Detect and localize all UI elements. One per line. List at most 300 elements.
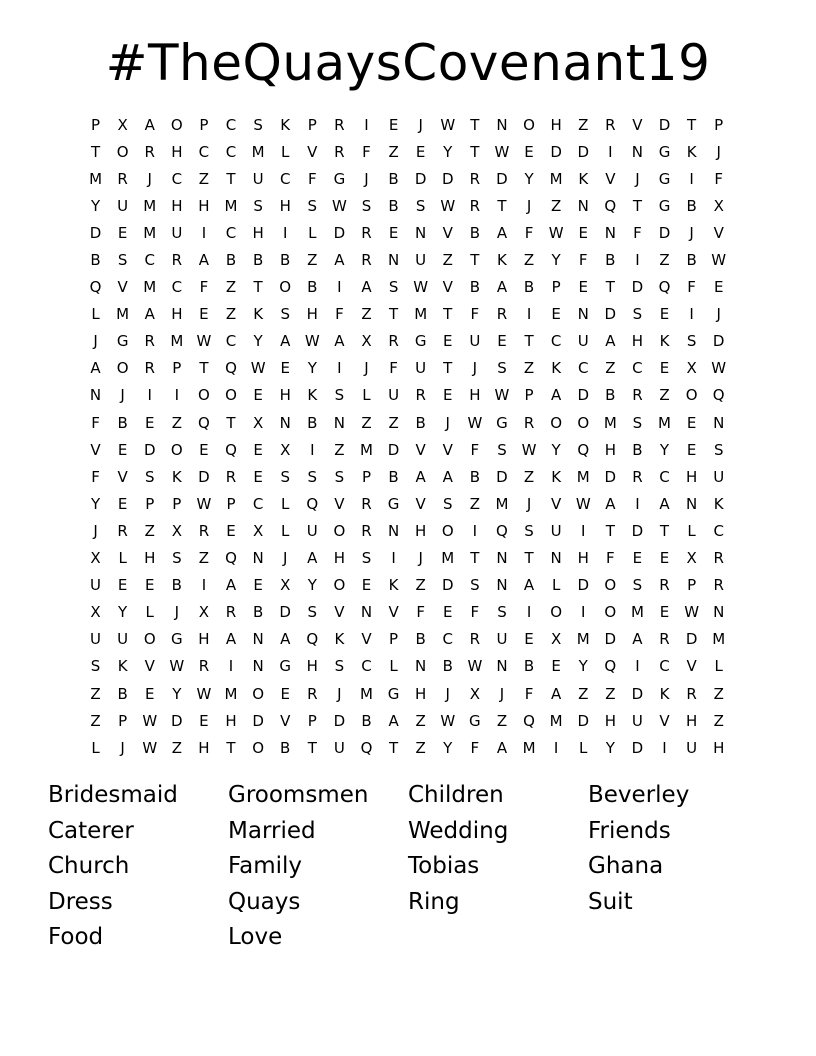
- grid-letter: Z: [144, 521, 155, 540]
- grid-letter: H: [713, 738, 725, 757]
- grid-letter: S: [334, 657, 345, 676]
- grid-letter: L: [389, 657, 398, 676]
- grid-letter: T: [659, 521, 670, 540]
- grid-letter: Q: [577, 440, 590, 459]
- grid-letter: K: [171, 467, 182, 486]
- grid-letter: X: [280, 576, 291, 595]
- grid-letter: M: [658, 413, 671, 432]
- grid-letter: T: [470, 549, 480, 568]
- grid-letter: U: [117, 196, 129, 215]
- grid-letter: M: [522, 738, 536, 757]
- grid-letter: N: [360, 603, 373, 622]
- grid-letter: E: [415, 142, 426, 161]
- grid-letter: T: [497, 196, 507, 215]
- grid-letter: I: [553, 738, 559, 757]
- grid-letter: X: [90, 549, 101, 568]
- grid-letter: M: [360, 684, 373, 703]
- grid-letter: B: [225, 251, 237, 270]
- grid-letter: Q: [658, 278, 671, 297]
- grid-letter: Y: [90, 494, 101, 513]
- grid-letter: I: [364, 115, 369, 134]
- grid-letter: G: [658, 196, 671, 215]
- grid-letter: W: [575, 494, 591, 513]
- grid-letter: Z: [90, 684, 101, 703]
- grid-letter: Z: [551, 196, 562, 215]
- grid-letter: T: [443, 359, 453, 378]
- grid-letter: D: [712, 332, 725, 351]
- grid-letter: T: [90, 142, 101, 161]
- grid-letter: T: [388, 305, 399, 324]
- grid-letter: D: [387, 440, 400, 459]
- grid-letter: R: [632, 467, 643, 486]
- page-title: #TheQuaysCovenant19: [105, 34, 711, 92]
- grid-letter: J: [120, 738, 125, 757]
- grid-letter: D: [631, 278, 644, 297]
- grid-letter: C: [550, 332, 562, 351]
- grid-letter: J: [716, 142, 721, 161]
- grid-letter: Y: [443, 738, 453, 757]
- grid-letter: B: [280, 738, 291, 757]
- grid-letter: S: [497, 359, 507, 378]
- grid-letter: E: [199, 711, 209, 730]
- grid-letter: A: [415, 467, 426, 486]
- grid-letter: C: [198, 142, 210, 161]
- grid-letter: E: [388, 223, 399, 242]
- grid-letter: M: [143, 278, 157, 297]
- word-search-grid: [82, 111, 732, 761]
- grid-letter: M: [549, 169, 563, 188]
- grid-letter: U: [550, 521, 562, 540]
- grid-letter: B: [686, 196, 697, 215]
- grid-letter: I: [282, 223, 288, 242]
- grid-letter: F: [470, 440, 480, 459]
- grid-letter: S: [632, 576, 643, 595]
- word-list-item: Wedding: [408, 817, 509, 844]
- grid-letter: C: [659, 657, 670, 676]
- grid-letter: D: [414, 169, 427, 188]
- grid-letter: H: [685, 711, 698, 730]
- grid-letter: U: [415, 359, 427, 378]
- grid-letter: A: [605, 494, 616, 513]
- grid-letter: L: [145, 603, 154, 622]
- grid-letter: R: [361, 223, 372, 242]
- grid-letter: R: [307, 684, 318, 703]
- grid-letter: D: [658, 115, 671, 134]
- grid-letter: H: [577, 549, 589, 568]
- grid-letter: Q: [225, 440, 237, 459]
- grid-letter: E: [578, 223, 588, 242]
- grid-letter: E: [388, 115, 399, 134]
- grid-letter: E: [280, 359, 290, 378]
- grid-letter: R: [198, 657, 210, 676]
- grid-letter: I: [201, 576, 207, 595]
- grid-letter: A: [225, 576, 237, 595]
- grid-letter: E: [659, 603, 670, 622]
- grid-letter: Z: [388, 413, 399, 432]
- grid-letter: Y: [605, 738, 615, 757]
- grid-letter: M: [143, 196, 157, 215]
- word-list-item: Dress: [48, 888, 113, 915]
- grid-letter: U: [469, 332, 481, 351]
- grid-letter: Z: [578, 115, 589, 134]
- grid-letter: D: [604, 630, 617, 649]
- grid-letter: C: [252, 494, 264, 513]
- grid-letter: V: [144, 657, 155, 676]
- grid-letter: L: [91, 305, 100, 324]
- grid-letter: U: [713, 467, 725, 486]
- word-list-item: Food: [48, 924, 104, 950]
- grid-letter: Z: [415, 711, 426, 730]
- grid-letter: T: [687, 115, 697, 134]
- grid-letter: S: [632, 305, 643, 324]
- grid-letter: S: [90, 657, 101, 676]
- grid-letter: S: [307, 603, 318, 622]
- grid-letter: B: [469, 467, 480, 486]
- grid-letter: D: [658, 223, 671, 242]
- grid-letter: Y: [443, 142, 453, 161]
- grid-letter: O: [116, 359, 129, 378]
- grid-letter: J: [499, 684, 505, 703]
- grid-letter: L: [308, 223, 317, 242]
- grid-letter: H: [198, 196, 210, 215]
- grid-letter: H: [171, 305, 183, 324]
- grid-letter: Z: [523, 467, 535, 486]
- grid-letter: Y: [551, 440, 561, 459]
- grid-letter: J: [174, 603, 180, 622]
- grid-letter: S: [172, 549, 182, 568]
- grid-letter: P: [145, 494, 155, 513]
- grid-letter: M: [712, 630, 726, 649]
- grid-letter: B: [117, 413, 128, 432]
- grid-letter: V: [686, 657, 697, 676]
- word-list: [48, 778, 768, 956]
- grid-letter: E: [551, 657, 561, 676]
- grid-letter: Z: [225, 305, 237, 324]
- grid-letter: M: [603, 413, 617, 432]
- grid-letter: A: [90, 359, 101, 378]
- grid-letter: K: [334, 630, 345, 649]
- grid-letter: N: [415, 657, 427, 676]
- grid-letter: B: [388, 196, 399, 215]
- grid-letter: S: [361, 549, 372, 568]
- grid-letter: S: [497, 440, 507, 459]
- grid-letter: A: [659, 494, 670, 513]
- grid-letter: F: [470, 603, 480, 622]
- grid-letter: F: [91, 467, 100, 486]
- grid-letter: N: [713, 603, 725, 622]
- grid-letter: S: [307, 467, 318, 486]
- grid-letter: D: [143, 440, 156, 459]
- grid-letter: U: [388, 386, 400, 405]
- grid-letter: N: [496, 576, 508, 595]
- grid-letter: Y: [253, 332, 263, 351]
- grid-letter: R: [415, 386, 426, 405]
- grid-letter: E: [253, 386, 263, 405]
- grid-letter: B: [252, 603, 264, 622]
- grid-letter: V: [415, 494, 426, 513]
- grid-letter: P: [714, 115, 724, 134]
- grid-letter: R: [632, 386, 643, 405]
- word-list-item: Church: [48, 853, 130, 879]
- grid-letter: V: [280, 711, 291, 730]
- grid-letter: O: [685, 386, 698, 405]
- grid-letter: P: [389, 630, 399, 649]
- grid-letter: S: [334, 467, 345, 486]
- grid-letter: E: [686, 440, 697, 459]
- grid-letter: O: [116, 142, 129, 161]
- grid-letter: U: [252, 169, 264, 188]
- grid-letter: H: [550, 115, 562, 134]
- grid-letter: V: [551, 494, 562, 513]
- grid-letter: Q: [360, 738, 373, 757]
- grid-letter: Q: [712, 386, 725, 405]
- grid-letter: T: [470, 142, 480, 161]
- grid-letter: R: [523, 413, 535, 432]
- grid-letter: E: [551, 305, 561, 324]
- grid-letter: Z: [361, 305, 372, 324]
- grid-letter: C: [632, 359, 643, 378]
- grid-letter: A: [551, 684, 562, 703]
- word-list-item: Beverley: [588, 782, 690, 808]
- grid-letter: G: [658, 142, 671, 161]
- word-list-item: Groomsmen: [228, 782, 369, 808]
- grid-letter: O: [252, 684, 265, 703]
- grid-letter: M: [549, 711, 563, 730]
- grid-letter: A: [144, 115, 155, 134]
- grid-letter: B: [605, 251, 616, 270]
- grid-letter: R: [225, 603, 237, 622]
- grid-letter: H: [225, 711, 237, 730]
- grid-letter: O: [170, 440, 183, 459]
- grid-letter: J: [364, 359, 369, 378]
- grid-letter: D: [604, 467, 617, 486]
- grid-letter: M: [224, 196, 238, 215]
- grid-letter: S: [280, 305, 290, 324]
- grid-letter: G: [414, 332, 427, 351]
- grid-letter: O: [604, 576, 617, 595]
- grid-letter: D: [496, 467, 508, 486]
- grid-letter: W: [196, 332, 212, 351]
- grid-letter: C: [442, 630, 453, 649]
- grid-letter: N: [496, 657, 508, 676]
- grid-letter: Y: [578, 657, 588, 676]
- grid-letter: U: [90, 576, 102, 595]
- grid-letter: W: [331, 196, 347, 215]
- grid-letter: A: [334, 332, 345, 351]
- grid-letter: I: [689, 169, 694, 188]
- grid-letter: T: [605, 521, 615, 540]
- grid-letter: P: [307, 711, 317, 730]
- grid-letter: B: [469, 278, 480, 297]
- grid-letter: F: [199, 278, 209, 297]
- grid-letter: H: [252, 223, 264, 242]
- grid-letter: L: [714, 657, 723, 676]
- grid-letter: W: [440, 115, 456, 134]
- grid-letter: A: [225, 630, 237, 649]
- grid-letter: A: [523, 576, 535, 595]
- grid-letter: V: [442, 440, 453, 459]
- grid-letter: E: [226, 521, 236, 540]
- grid-letter: R: [496, 305, 508, 324]
- grid-letter: R: [171, 251, 183, 270]
- grid-letter: H: [685, 467, 698, 486]
- grid-letter: N: [415, 223, 427, 242]
- grid-letter: J: [716, 305, 721, 324]
- grid-letter: D: [631, 738, 644, 757]
- grid-letter: I: [526, 603, 532, 622]
- grid-letter: H: [604, 440, 616, 459]
- grid-letter: R: [361, 494, 372, 513]
- grid-letter: I: [635, 251, 640, 270]
- grid-letter: P: [687, 576, 697, 595]
- grid-letter: H: [333, 549, 346, 568]
- grid-letter: C: [361, 657, 372, 676]
- grid-letter: H: [604, 711, 616, 730]
- grid-letter: L: [281, 521, 290, 540]
- grid-letter: Y: [172, 684, 182, 703]
- grid-letter: R: [659, 576, 670, 595]
- grid-letter: I: [472, 521, 478, 540]
- grid-letter: W: [467, 413, 483, 432]
- grid-letter: H: [198, 738, 210, 757]
- grid-letter: W: [196, 684, 212, 703]
- grid-letter: G: [496, 413, 508, 432]
- grid-letter: E: [524, 142, 534, 161]
- grid-letter: Z: [659, 386, 670, 405]
- grid-letter: S: [388, 278, 399, 297]
- grid-letter: Z: [90, 711, 101, 730]
- grid-letter: W: [711, 359, 727, 378]
- grid-letter: K: [253, 305, 264, 324]
- grid-letter: R: [144, 142, 155, 161]
- grid-letter: T: [226, 413, 236, 432]
- grid-letter: T: [226, 169, 236, 188]
- grid-letter: E: [117, 494, 128, 513]
- grid-letter: O: [333, 576, 346, 595]
- grid-letter: K: [578, 169, 589, 188]
- grid-letter: V: [117, 278, 128, 297]
- word-list-item: Ghana: [588, 853, 664, 879]
- grid-letter: A: [361, 278, 372, 297]
- grid-letter: N: [713, 413, 725, 432]
- grid-letter: O: [143, 630, 156, 649]
- grid-letter: M: [414, 305, 428, 324]
- grid-letter: D: [577, 142, 590, 161]
- grid-letter: Z: [605, 359, 616, 378]
- grid-letter: Q: [89, 278, 102, 297]
- grid-letter: O: [523, 115, 535, 134]
- grid-letter: E: [117, 576, 128, 595]
- grid-letter: C: [659, 467, 670, 486]
- grid-letter: O: [333, 521, 346, 540]
- grid-letter: R: [713, 549, 724, 568]
- grid-letter: O: [252, 738, 265, 757]
- grid-letter: J: [364, 169, 369, 188]
- grid-letter: M: [251, 142, 265, 161]
- grid-letter: F: [524, 223, 534, 242]
- grid-letter: V: [388, 603, 399, 622]
- grid-letter: Q: [225, 359, 237, 378]
- grid-letter: R: [117, 169, 128, 188]
- grid-letter: E: [686, 413, 697, 432]
- grid-letter: R: [469, 630, 481, 649]
- grid-letter: Z: [415, 576, 426, 595]
- grid-letter: F: [307, 169, 317, 188]
- grid-letter: X: [713, 196, 724, 215]
- grid-letter: S: [253, 115, 263, 134]
- grid-letter: K: [117, 657, 128, 676]
- grid-letter: U: [117, 630, 129, 649]
- grid-letter: J: [93, 332, 98, 351]
- grid-letter: I: [147, 386, 152, 405]
- grid-letter: M: [116, 305, 130, 324]
- grid-letter: A: [280, 630, 291, 649]
- grid-letter: U: [631, 711, 643, 730]
- grid-letter: Z: [225, 278, 237, 297]
- grid-letter: Y: [118, 603, 128, 622]
- grid-letter: P: [91, 115, 101, 134]
- grid-letter: I: [201, 223, 207, 242]
- word-list-item: [588, 920, 768, 956]
- grid-letter: N: [496, 549, 508, 568]
- grid-letter: V: [605, 169, 616, 188]
- grid-letter: D: [252, 711, 264, 730]
- grid-letter: G: [279, 657, 292, 676]
- grid-letter: R: [361, 251, 372, 270]
- grid-letter: M: [441, 549, 455, 568]
- grid-letter: J: [526, 196, 532, 215]
- grid-letter: Z: [605, 684, 616, 703]
- grid-letter: W: [304, 332, 320, 351]
- grid-letter: X: [90, 603, 101, 622]
- grid-letter: E: [659, 359, 670, 378]
- grid-letter: O: [225, 386, 237, 405]
- grid-letter: G: [387, 494, 400, 513]
- grid-letter: R: [686, 684, 697, 703]
- grid-letter: E: [253, 440, 263, 459]
- grid-letter: M: [576, 467, 590, 486]
- grid-letter: W: [142, 711, 158, 730]
- grid-letter: H: [279, 196, 291, 215]
- grid-letter: I: [337, 359, 342, 378]
- grid-letter: G: [171, 630, 183, 649]
- grid-letter: R: [144, 332, 155, 351]
- grid-letter: W: [440, 196, 456, 215]
- grid-letter: U: [686, 738, 698, 757]
- grid-letter: V: [442, 278, 453, 297]
- grid-letter: U: [577, 332, 589, 351]
- word-list-item: Tobias: [408, 853, 480, 879]
- grid-letter: E: [524, 630, 534, 649]
- grid-letter: T: [524, 332, 534, 351]
- grid-letter: N: [550, 549, 562, 568]
- grid-letter: J: [472, 359, 478, 378]
- grid-letter: X: [551, 630, 562, 649]
- grid-letter: R: [117, 521, 128, 540]
- grid-letter: N: [279, 413, 291, 432]
- grid-letter: I: [635, 494, 640, 513]
- grid-letter: M: [495, 494, 509, 513]
- grid-letter: J: [418, 115, 423, 134]
- grid-letter: N: [387, 251, 400, 270]
- grid-letter: U: [171, 223, 183, 242]
- grid-letter: B: [280, 251, 291, 270]
- grid-letter: H: [469, 386, 481, 405]
- grid-letter: X: [280, 440, 291, 459]
- grid-letter: B: [442, 657, 453, 676]
- grid-letter: S: [307, 196, 318, 215]
- grid-letter: K: [497, 251, 507, 270]
